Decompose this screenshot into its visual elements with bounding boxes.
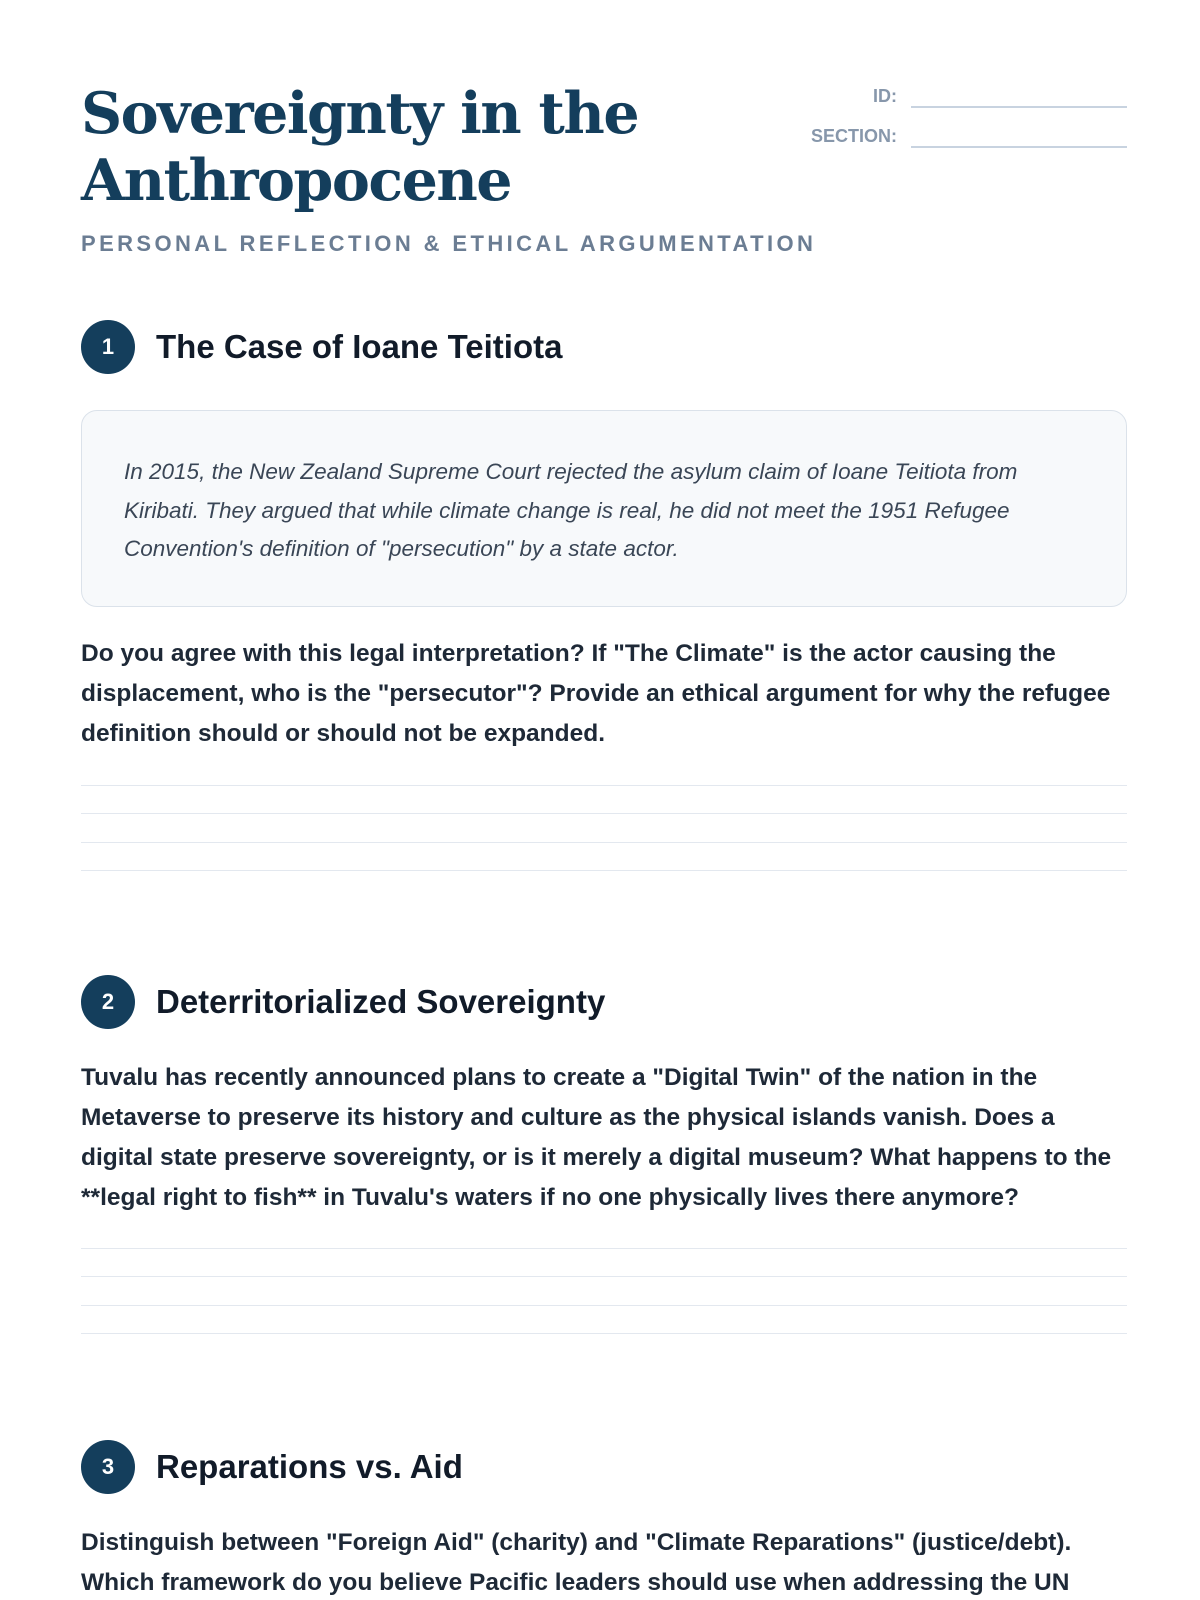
section-number-badge: 3: [81, 1440, 135, 1494]
page-title: Sovereignty in the Anthropocene: [81, 80, 639, 214]
section-1-question: Do you agree with this legal interpretation? If "The Climate" is the actor causing the displacement, who is the "persecutor"? Provide an ethical argument for why the refugee definition should or should not be expanded.: [81, 640, 1111, 747]
section-title: Reparations vs. Aid: [156, 1448, 463, 1485]
id-field[interactable]: [911, 104, 1127, 108]
student-meta: [787, 78, 1127, 158]
case-summary-text: In 2015, the New Zealand Supreme Court rejected the asylum claim of Ioane Teitiota from Kiribati. They argued that while climate change is real, he did not meet the 1951 Refugee Convention's definition of "persecution" by a state actor.: [124, 459, 1018, 561]
section-field[interactable]: [911, 144, 1127, 148]
section-2-header: [81, 975, 605, 1029]
section-number-badge: 1: [81, 320, 135, 374]
section-1-header: [81, 320, 562, 374]
answer-line[interactable]: [81, 1306, 1127, 1335]
answer-line[interactable]: [81, 757, 1127, 786]
answer-line[interactable]: [81, 786, 1127, 815]
answer-line[interactable]: [81, 843, 1127, 872]
section-2-question: Tuvalu has recently announced plans to create a "Digital Twin" of the nation in the Metaverse to preserve its history and culture as the physical islands vanish. Does a digital state preserve sovereignty, or is it merely a digital museum? What happens to the **legal right to fish** in Tuvalu's waters if no one physically lives there anymore?: [81, 1064, 1112, 1211]
answer-line[interactable]: [81, 814, 1127, 843]
section-title: The Case of Ioane Teitiota: [156, 328, 563, 365]
section-title: Deterritorialized Sovereignty: [156, 983, 606, 1020]
case-summary-box: [81, 410, 1127, 607]
answer-line[interactable]: [81, 1277, 1127, 1306]
section-row: [787, 118, 1127, 146]
section-2-answer-area[interactable]: [81, 1220, 1127, 1334]
section-1-answer-area[interactable]: [81, 757, 1127, 871]
answer-line[interactable]: [81, 1249, 1127, 1278]
worksheet-page: [81, 0, 1127, 1600]
section-3-header: [81, 1440, 463, 1494]
page-subtitle: PERSONAL REFLECTION & ETHICAL ARGUMENTATION: [81, 231, 817, 256]
answer-line[interactable]: [81, 1220, 1127, 1249]
section-3-question: Distinguish between "Foreign Aid" (charity) and "Climate Reparations" (justice/debt). Which framework do you believe Pacific leaders should use when addressing the UN: [81, 1529, 1072, 1596]
section-number-badge: 2: [81, 975, 135, 1029]
id-label: ID:: [873, 86, 897, 106]
section-label: SECTION:: [810, 126, 897, 146]
id-row: [787, 78, 1127, 106]
